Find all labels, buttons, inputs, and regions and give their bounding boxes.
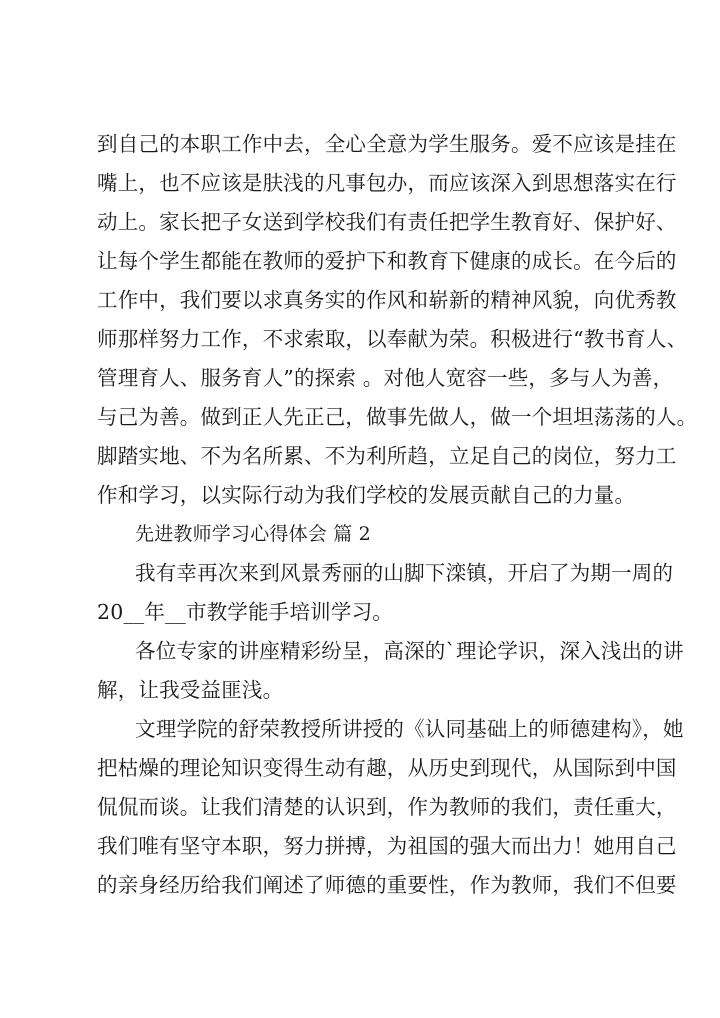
text-line: 管理育人、服务育人”的探索 。对他人宽容一些，多与人为善， xyxy=(97,366,674,390)
paragraph-line: 文理学院的舒荣教授所讲授的《认同基础上的师德建构》，她 xyxy=(135,717,684,741)
paragraph-line: 各位专家的讲座精彩纷呈，高深的`理论学识，深入浅出的讲 xyxy=(135,639,684,663)
text-line: 工作中，我们要以求真务实的作风和崭新的精神风貌，向优秀教 xyxy=(97,288,677,312)
text-line: 脚踏实地、不为名所累、不为利所趋，立足自己的岗位，努力工 xyxy=(97,444,677,468)
text-line: 与己为善。做到正人先正己，做事先做人，做一个坦坦荡荡的人。 xyxy=(97,405,698,429)
text-line: 动上。家长把子女送到学校我们有责任把学生教育好、保护好、 xyxy=(97,210,677,234)
text-line: 师那样努力工作，不求索取，以奉献为荣。积极进行“教书育人、 xyxy=(97,327,688,351)
text-line: 嘴上，也不应该是肤浅的凡事包办，而应该深入到思想落实在行 xyxy=(97,171,677,195)
paragraph-line: 解，让我受益匪浅。 xyxy=(97,678,284,702)
paragraph-line: 我有幸再次来到风景秀丽的山脚下滦镇，开启了为期一周的 xyxy=(135,561,674,585)
paragraph-line: 的亲身经历给我们阐述了师德的重要性，作为教师，我们不但要 xyxy=(97,873,677,897)
text-line: 让每个学生都能在教师的爱护下和教育下健康的成长。在今后的 xyxy=(97,249,677,273)
text-line: 到自己的本职工作中去，全心全意为学生服务。爱不应该是挂在 xyxy=(97,132,677,156)
paragraph-line: 把枯燥的理论知识变得生动有趣，从历史到现代，从国际到中国 xyxy=(97,756,677,780)
paragraph-line: 侃侃而谈。让我们清楚的认识到，作为教师的我们，责任重大， xyxy=(97,795,677,819)
paragraph-line: 20__年__市教学能手培训学习。 xyxy=(97,600,393,624)
paragraph-line: 我们唯有坚守本职，努力拼搏，为祖国的强大而出力！她用自己 xyxy=(97,834,677,858)
text-line: 作和学习，以实际行动为我们学校的发展贡献自己的力量。 xyxy=(97,483,636,507)
section-heading: 先进教师学习心得体会 篇 2 xyxy=(135,523,371,545)
